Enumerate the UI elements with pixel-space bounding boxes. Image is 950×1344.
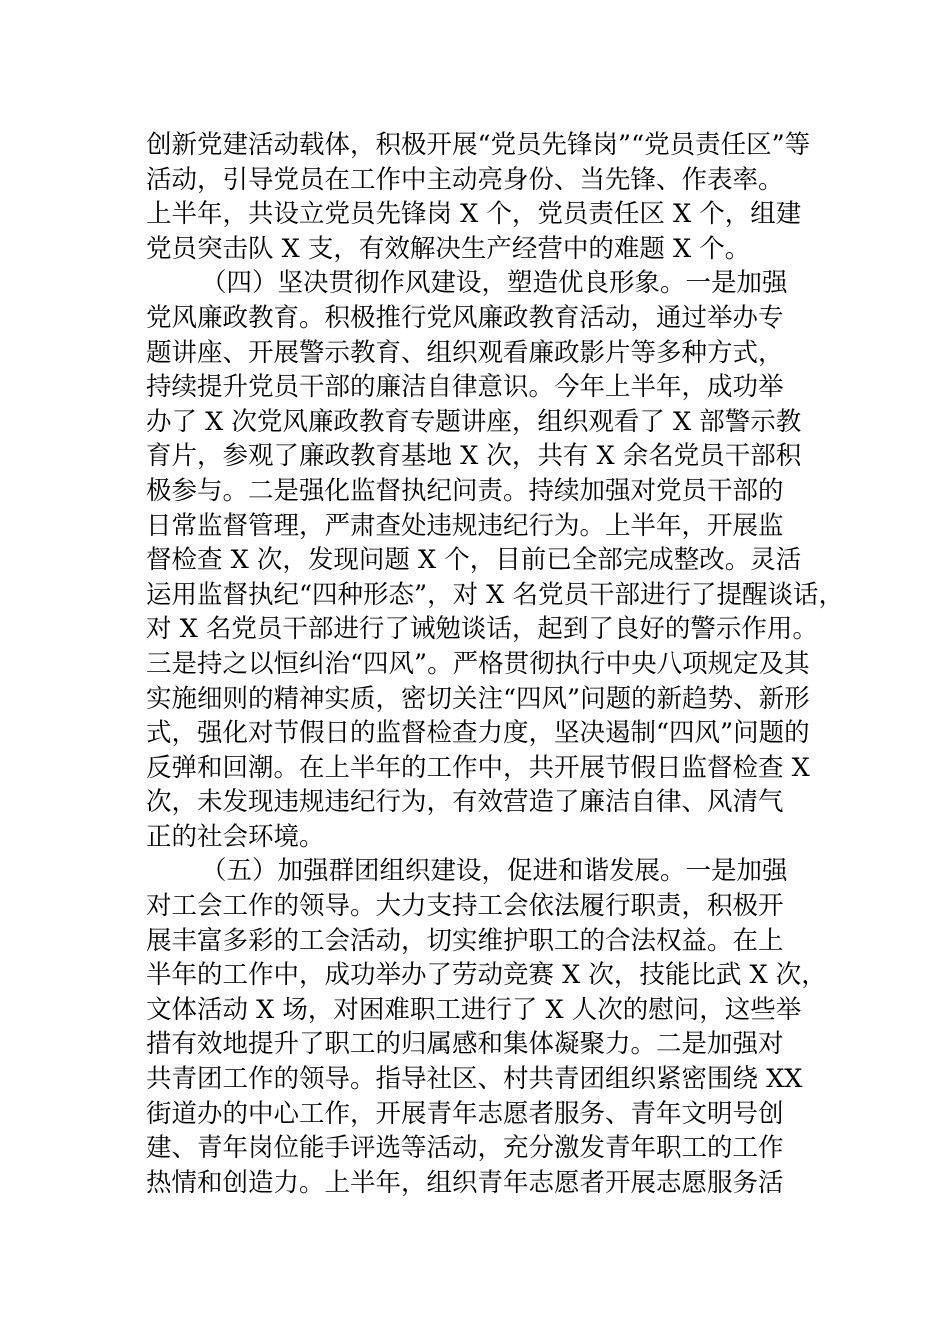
- text-line: 创新党建活动载体，积极开展“党员先锋岗”“党员责任区”等: [146, 130, 811, 160]
- section-heading-line: （四）坚决贯彻作风建设，塑造优良形象。一是加强: [201, 268, 788, 299]
- text-line: 措有效地提升了职工的归属感和集体凝聚力。二是加强对: [146, 1029, 784, 1060]
- text-line: 正的社会环境。: [146, 821, 325, 852]
- text-line: 实施细则的精神实质，密切关注“四风”问题的新趋势、新形: [146, 683, 810, 714]
- text-line: 对工会工作的领导。大力支持工会依法履行职责，积极开: [146, 891, 784, 922]
- text-line: 运用监督执纪“四种形态”，对 X 名党员干部进行了提醒谈话，: [146, 579, 844, 610]
- text-line: 街道办的中心工作，开展青年志愿者服务、青年文明号创: [146, 1098, 784, 1129]
- text-line: 对 X 名党员干部进行了诫勉谈话，起到了良好的警示作用。: [146, 614, 818, 645]
- section-heading-line: （五）加强群团组织建设，促进和谐发展。一是加强: [201, 856, 788, 887]
- text-line: 上半年，共设立党员先锋岗 X 个，党员责任区 X 个，组建: [146, 199, 802, 230]
- text-line: 极参与。二是强化监督执纪问责。持续加强对党员干部的: [146, 475, 784, 506]
- text-line: 日常监督管理，严肃查处违规违纪行为。上半年，开展监: [146, 510, 784, 541]
- text-line: 育片，参观了廉政教育基地 X 次，共有 X 余名党员干部积: [146, 441, 802, 472]
- text-line: 办了 X 次党风廉政教育专题讲座，组织观看了 X 部警示教: [146, 406, 802, 437]
- text-line: 三是持之以恒纠治“四风”。严格贯彻执行中央八项规定及其: [146, 648, 810, 679]
- text-line: 党风廉政教育。积极推行党风廉政教育活动，通过举办专: [146, 302, 784, 333]
- text-line: 持续提升党员干部的廉洁自律意识。今年上半年，成功举: [146, 372, 784, 403]
- text-line: 建、青年岗位能手评选等活动，充分激发青年职工的工作: [146, 1133, 784, 1164]
- text-line: 共青团工作的领导。指导社区、村共青团组织紧密围绕 XX: [146, 1064, 803, 1095]
- text-line: 题讲座、开展警示教育、组织观看廉政影片等多种方式，: [146, 337, 784, 368]
- text-line: 次，未发现违规违纪行为，有效营造了廉洁自律、风清气: [146, 787, 784, 818]
- text-line: 文体活动 X 场，对困难职工进行了 X 人次的慰问，这些举: [146, 994, 802, 1025]
- text-line: 式，强化对节假日的监督检查力度，坚决遏制“四风”问题的: [146, 718, 810, 749]
- text-line: 反弹和回潮。在上半年的工作中，共开展节假日监督检查 X: [146, 752, 810, 783]
- document-body: [146, 128, 844, 1200]
- text-line: 活动，引导党员在工作中主动亮身份、当先锋、作表率。: [146, 164, 784, 195]
- text-line: 热情和创造力。上半年，组织青年志愿者开展志愿服务活: [146, 1167, 784, 1198]
- text-line: 督检查 X 次，发现问题 X 个，目前已全部完成整改。灵活: [146, 545, 802, 576]
- text-line: 半年的工作中，成功举办了劳动竞赛 X 次，技能比武 X 次，: [146, 960, 827, 991]
- text-line: 展丰富多彩的工会活动，切实维护职工的合法权益。在上: [146, 925, 784, 956]
- text-line: 党员突击队 X 支，有效解决生产经营中的难题 X 个。: [146, 233, 751, 264]
